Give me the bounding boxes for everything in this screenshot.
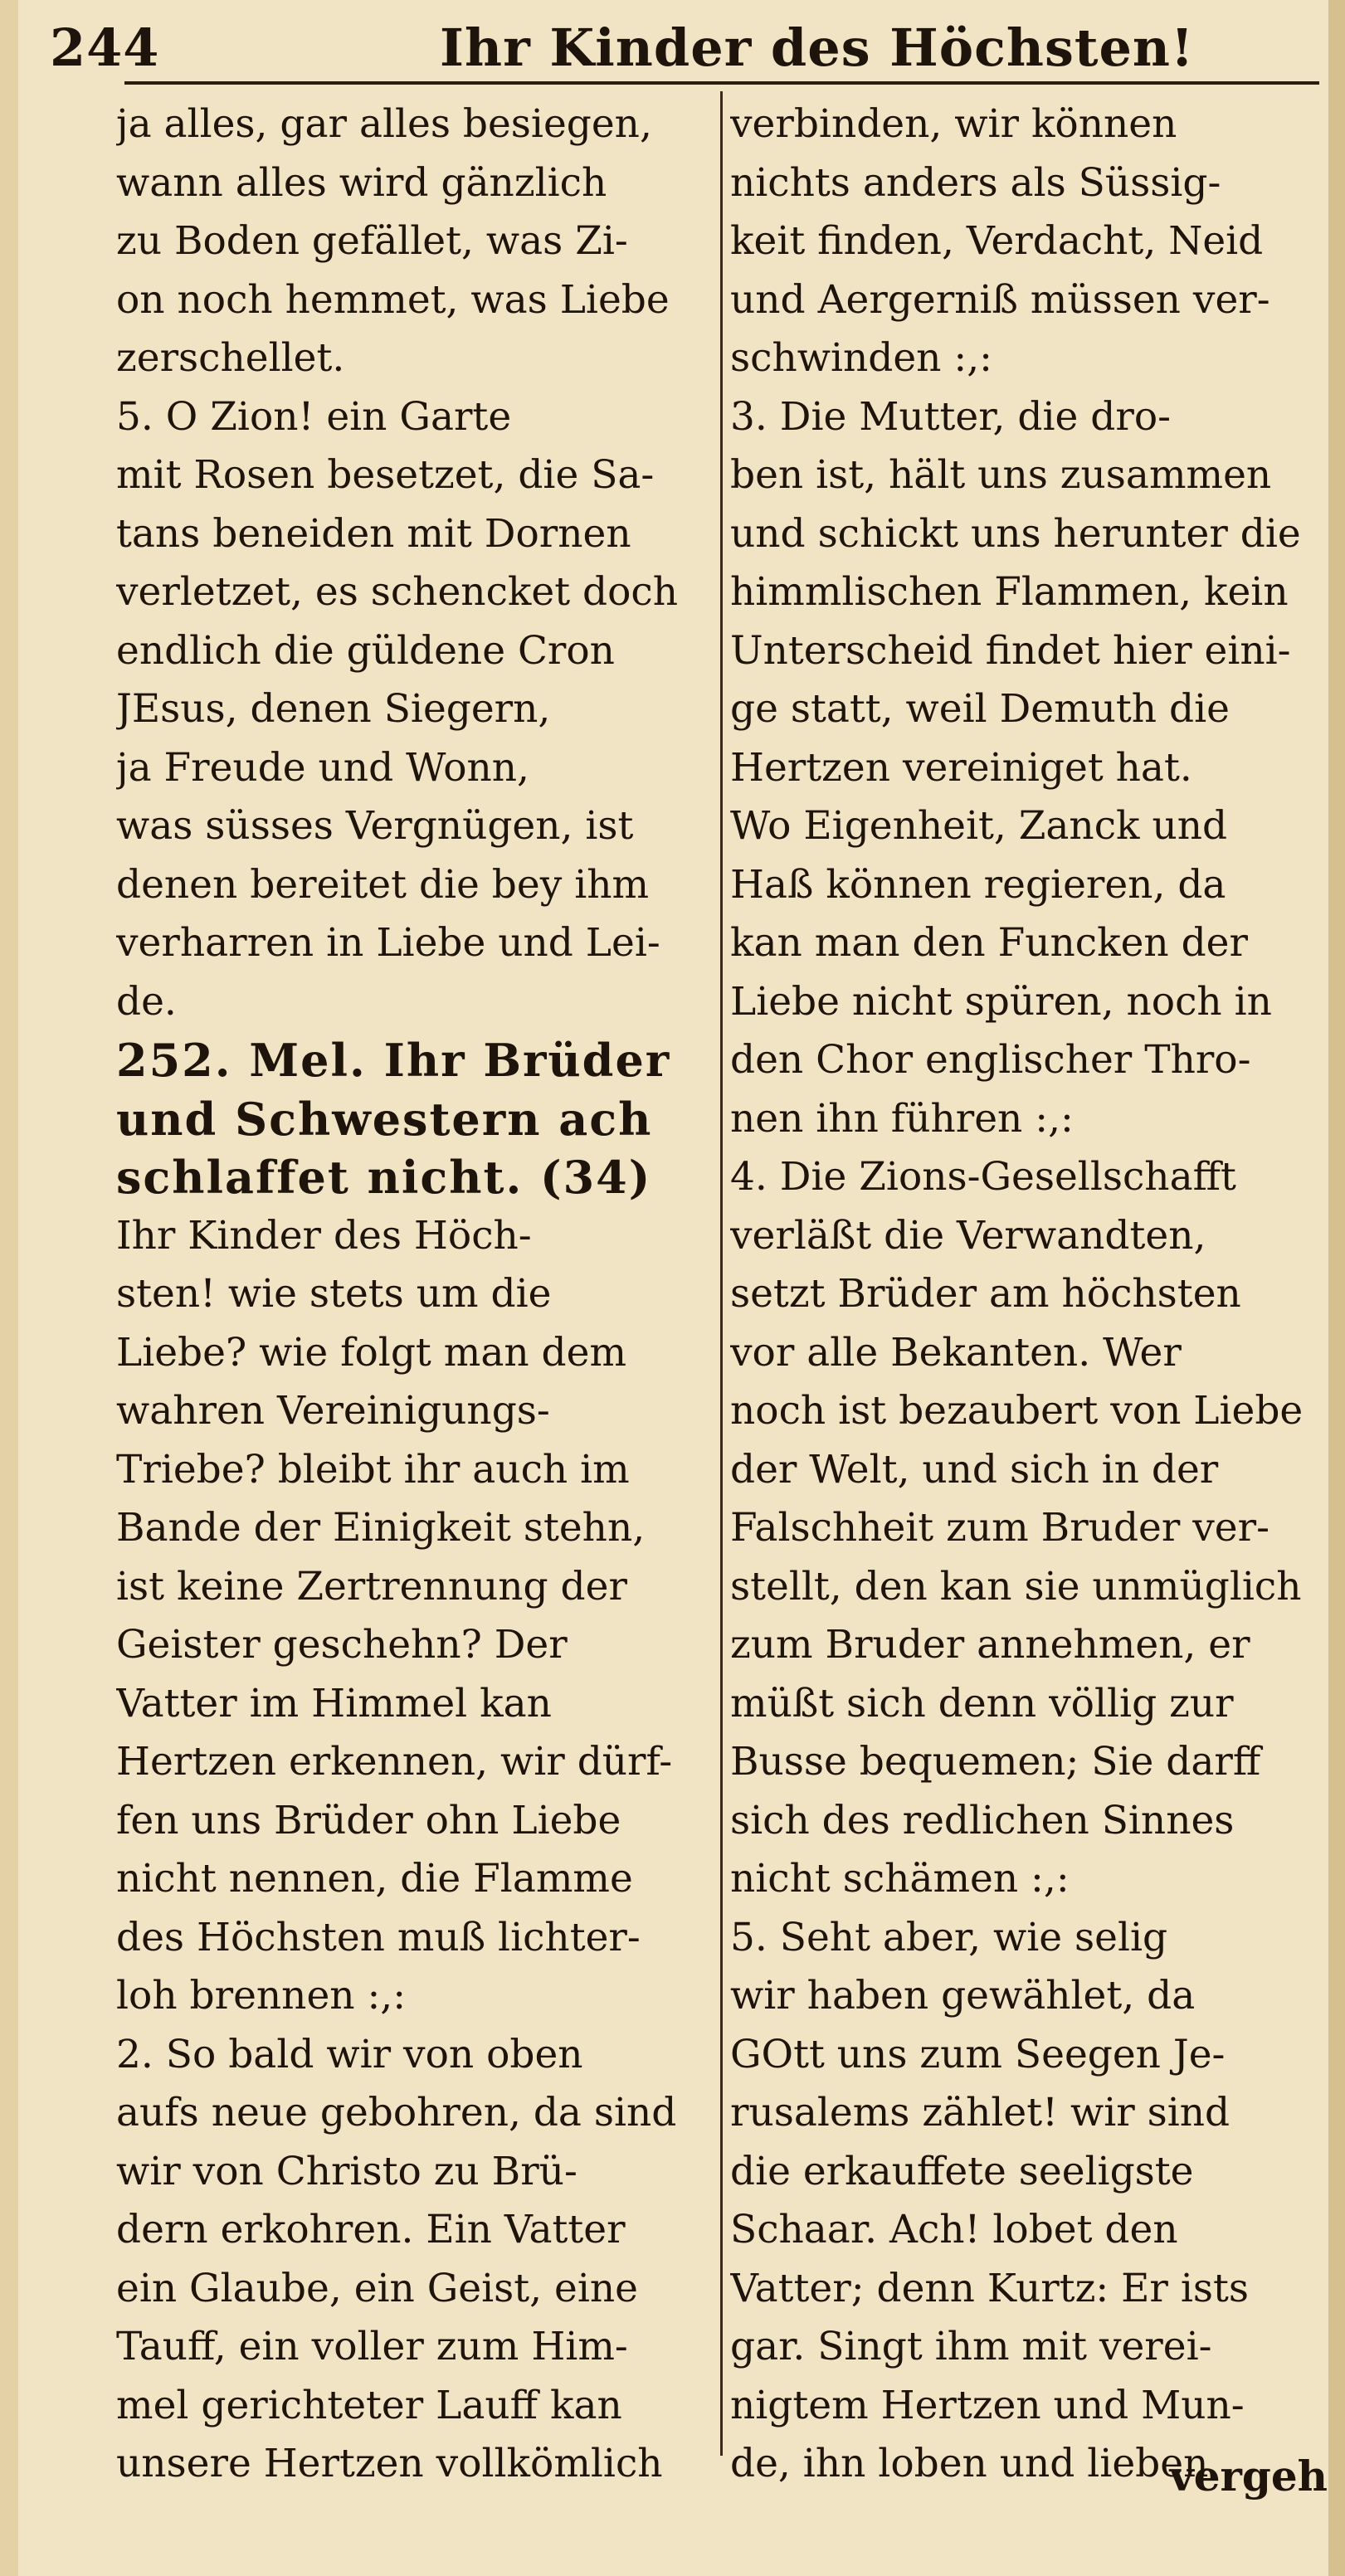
text-line: Hertzen vereiniget hat.: [730, 744, 1192, 791]
text-line: und Schwestern ach: [116, 1092, 653, 1146]
text-line: Vatter im Himmel kan: [116, 1680, 552, 1726]
text-line: schlaffet nicht. (34): [116, 1151, 652, 1204]
text-line: ist keine Zertrennung der: [116, 1563, 627, 1609]
text-line: 5. O Zion! ein Garte: [116, 393, 512, 440]
text-line: noch ist bezaubert von Liebe: [730, 1388, 1304, 1434]
header-rule: [124, 81, 1319, 85]
page-edge-left: [0, 0, 18, 2576]
text-line: verletzet, es schencket doch: [116, 569, 679, 615]
text-line: wann alles wird gänzlich: [116, 159, 607, 206]
text-line: ge statt, weil Demuth die: [730, 686, 1230, 732]
text-line: tans beneiden mit Dornen: [116, 510, 631, 557]
text-line: Tauff, ein voller zum Him-: [116, 2324, 628, 2369]
text-line: de, ihn loben und lieben: [730, 2441, 1209, 2486]
text-line: sich des redlichen Sinnes: [730, 1797, 1235, 1843]
text-line: verharren in Liebe und Lei-: [116, 920, 660, 966]
text-line: die erkauffete seeligste: [730, 2148, 1194, 2194]
text-line: vor alle Bekanten. Wer: [730, 1329, 1182, 1376]
running-title: Ihr Kinder des Höchsten!: [440, 17, 1195, 78]
left-column: [116, 95, 709, 2494]
running-header: [50, 15, 1319, 81]
text-line: Hertzen erkennen, wir dürf-: [116, 1739, 673, 1785]
text-line: wir haben gewählet, da: [730, 1973, 1196, 2018]
text-line: Schaar. Ach! lobet den: [730, 2207, 1178, 2252]
text-line: verläßt die Verwandten,: [730, 1212, 1206, 1259]
text-line: zum Bruder annehmen, er: [730, 1622, 1250, 1668]
right-column: [730, 95, 1328, 2494]
text-line: Unterscheid findet hier eini-: [730, 627, 1291, 674]
text-line: setzt Brüder am höchsten: [730, 1271, 1241, 1317]
text-line: de.: [116, 978, 177, 1025]
text-line: den Chor englischer Thro-: [730, 1037, 1251, 1083]
text-line: des Höchsten muß lichter-: [116, 1914, 641, 1960]
text-line: müßt sich denn völlig zur: [730, 1680, 1234, 1726]
text-line: 252. Mel. Ihr Brüder: [116, 1034, 671, 1087]
column-divider: [720, 91, 723, 2456]
text-line: GOtt uns zum Seegen Je-: [730, 2031, 1226, 2077]
text-line: mel gerichteter Lauff kan: [116, 2382, 622, 2428]
text-line: nicht nennen, die Flamme: [116, 1856, 633, 1902]
text-line: und schickt uns herunter die: [730, 510, 1301, 557]
text-line: schwinden :,:: [730, 335, 992, 381]
text-line: rusalems zählet! wir sind: [730, 2090, 1230, 2135]
text-line: 2. So bald wir von oben: [116, 2031, 583, 2077]
text-line: was süsses Vergnügen, ist: [116, 803, 634, 849]
text-line: stellt, den kan sie unmüglich: [730, 1563, 1302, 1609]
text-line: Haß können regieren, da: [730, 861, 1226, 908]
page-number: 244: [50, 17, 160, 78]
text-line: ja alles, gar alles besiegen,: [116, 101, 652, 147]
text-line: Liebe nicht spüren, noch in: [730, 978, 1272, 1025]
text-line: endlich die güldene Cron: [116, 627, 615, 674]
text-line: verbinden, wir können: [730, 101, 1177, 147]
text-line: 3. Die Mutter, die dro-: [730, 393, 1172, 440]
text-line: keit finden, Verdacht, Neid: [730, 218, 1264, 264]
text-line: Triebe? bleibt ihr auch im: [116, 1446, 630, 1493]
text-line: und Aergerniß müssen ver-: [730, 276, 1270, 323]
text-line: Liebe? wie folgt man dem: [116, 1329, 627, 1376]
catchword: vergeh: [1169, 2452, 1328, 2501]
text-line: Geister geschehn? Der: [116, 1622, 568, 1668]
text-line: kan man den Funcken der: [730, 920, 1248, 966]
text-line: der Welt, und sich in der: [730, 1446, 1219, 1493]
text-line: 4. Die Zions-Gesellschafft: [730, 1154, 1236, 1200]
text-line: aufs neue gebohren, da sind: [116, 2090, 677, 2135]
text-line: gar. Singt ihm mit verei-: [730, 2324, 1212, 2369]
text-line: ein Glaube, ein Geist, eine: [116, 2265, 638, 2311]
text-line: Ihr Kinder des Höch-: [116, 1212, 532, 1259]
text-line: unsere Hertzen vollkömlich: [116, 2441, 663, 2486]
text-line: 5. Seht aber, wie selig: [730, 1914, 1168, 1960]
text-line: nicht schämen :,:: [730, 1856, 1070, 1902]
text-line: nen ihn führen :,:: [730, 1095, 1074, 1142]
text-line: wir von Christo zu Brü-: [116, 2148, 577, 2194]
text-line: on noch hemmet, was Liebe: [116, 276, 670, 323]
text-line: Busse bequemen; Sie darff: [730, 1739, 1261, 1785]
text-line: loh brennen :,:: [116, 1973, 407, 2018]
text-line: himmlischen Flammen, kein: [730, 569, 1289, 615]
text-line: fen uns Brüder ohn Liebe: [116, 1797, 621, 1843]
text-line: Wo Eigenheit, Zanck und: [730, 803, 1228, 849]
text-line: denen bereitet die bey ihm: [116, 861, 650, 908]
text-line: Vatter; denn Kurtz: Er ists: [730, 2265, 1249, 2311]
text-line: dern erkohren. Ein Vatter: [116, 2207, 626, 2252]
text-line: zu Boden gefället, was Zi-: [116, 218, 628, 264]
text-line: sten! wie stets um die: [116, 1271, 552, 1317]
text-line: zerschellet.: [116, 335, 345, 381]
text-line: Bande der Einigkeit stehn,: [116, 1505, 646, 1551]
text-line: mit Rosen besetzet, die Sa-: [116, 452, 655, 498]
text-line: nigtem Hertzen und Mun-: [730, 2382, 1245, 2428]
text-line: wahren Vereinigungs-: [116, 1388, 550, 1434]
text-line: ja Freude und Wonn,: [116, 744, 529, 791]
page-edge-right: [1328, 0, 1345, 2576]
text-line: JEsus, denen Siegern,: [116, 686, 551, 732]
text-line: nichts anders als Süssig-: [730, 159, 1221, 206]
text-line: Falschheit zum Bruder ver-: [730, 1505, 1269, 1551]
text-line: ben ist, hält uns zusammen: [730, 452, 1272, 498]
